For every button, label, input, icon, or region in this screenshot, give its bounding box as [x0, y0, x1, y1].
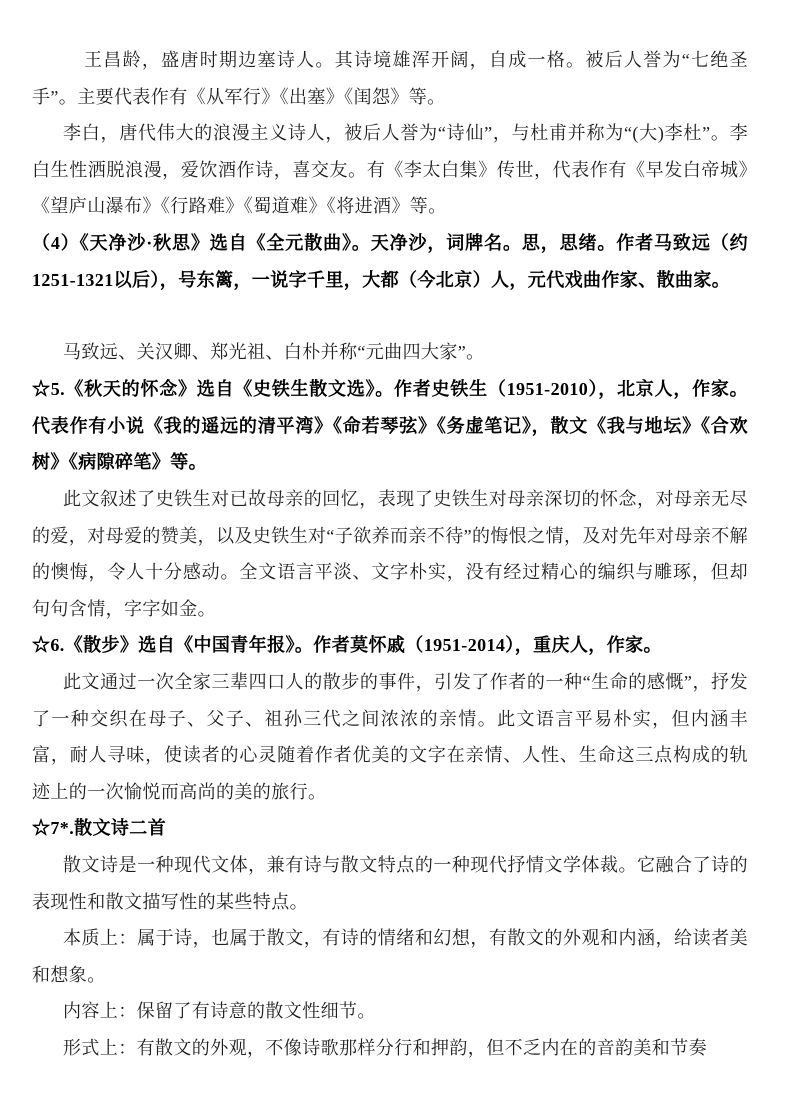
heading-sanwenshi-ershou: ☆7*.散文诗二首 [32, 818, 167, 838]
heading-qiutian-de-huainian: ☆5.《秋天的怀念》选自《史铁生散文选》。作者史铁生（1951-2010），北京人，作家。代表作有小说《我的遥远的清平湾》《命若琴弦》《务虚笔记》，散文《我与地坛》《合欢树》《病隙碎笔》等。 [32, 379, 748, 473]
para-sanbu-analysis: 此文通过一次全家三辈四口人的散步的事件，引发了作者的一种“生命的感慨”，抒发了一种交织在母子、父子、祖孙三代之间浓浓的亲情。此文语言平易朴实，但内涵丰富，耐人寻味，使读者的心灵随着作者优美的文字在亲情、人性、生命这三点构成的轨迹上的一次愉悦而高尚的美的旅行。 [32, 672, 748, 802]
heading-tianjingsha-qiusi: （4）《天净沙·秋思》选自《全元散曲》。天净沙，词牌名。思，思绪。作者马致远（约1251-1321以后），号东篱，一说字千里，大都（今北京）人，元代戏曲作家、散曲家。 [32, 233, 748, 290]
para-form: 形式上：有散文的外观，不像诗歌那样分行和押韵，但不乏内在的音韵美和节奏 [63, 1038, 707, 1058]
para-yuanqu-four-masters: 马致远、关汉卿、郑光祖、白朴并称“元曲四大家”。 [63, 342, 485, 362]
para-wangchangling: 王昌龄，盛唐时期边塞诗人。其诗境雄浑开阔，自成一格。被后人誉为“七绝圣手”。主要代表作有《从军行》《出塞》《闺怨》等。 [32, 50, 748, 107]
para-sanwenshi-definition: 散文诗是一种现代文体，兼有诗与散文特点的一种现代抒情文学体裁。它融合了诗的表现性和散文描写性的某些特点。 [32, 855, 748, 912]
para-libai: 李白，唐代伟大的浪漫主义诗人，被后人誉为“诗仙”，与杜甫并称为“(大)李杜”。李白生性洒脱浪漫，爱饮酒作诗，喜交友。有《李太白集》传世，代表作有《早发白帝城》《望庐山瀑布》《行路难》《蜀道难》《将进酒》等。 [32, 123, 748, 217]
para-essence: 本质上：属于诗，也属于散文，有诗的情绪和幻想，有散文的外观和内涵，给读者美和想象。 [32, 928, 748, 985]
para-qiutian-analysis: 此文叙述了史铁生对已故母亲的回忆，表现了史铁生对母亲深切的怀念，对母亲无尽的爱，对母爱的赞美，以及史铁生对“子欲养而亲不待”的悔恨之情，及对先年对母亲不解的懊悔，令人十分感动。全文语言平淡、文字朴实，没有经过精心的编织与雕琢，但却句句含情，字字如金。 [32, 489, 748, 619]
para-content: 内容上：保留了有诗意的散文性细节。 [63, 1001, 376, 1021]
heading-sanbu: ☆6.《散步》选自《中国青年报》。作者莫怀戚（1951-2014），重庆人，作家。 [32, 635, 662, 655]
